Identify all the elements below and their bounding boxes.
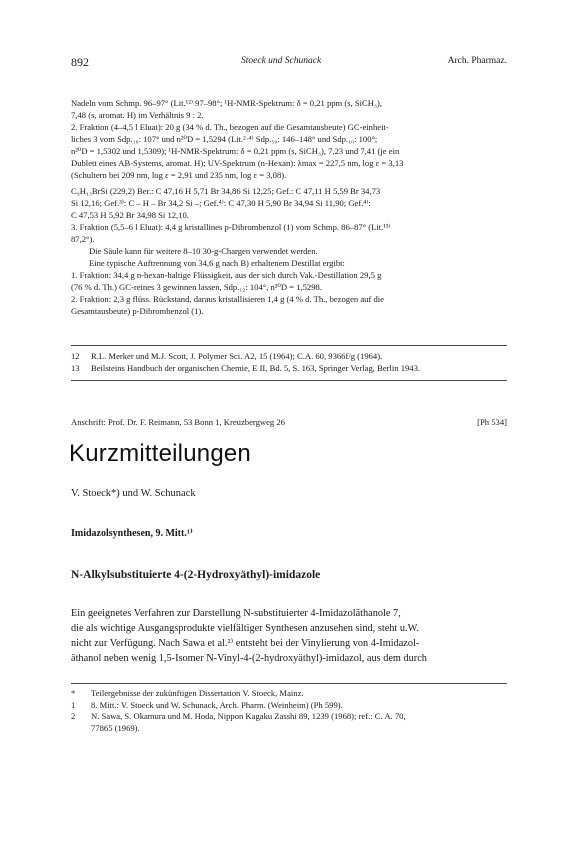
experimental-block bbox=[71, 97, 507, 317]
reference-list bbox=[71, 350, 507, 374]
text-line: Eine typische Auftrennung von 34,6 g nach B) erhaltenem Destillat ergibt: bbox=[89, 258, 345, 268]
article-body bbox=[71, 606, 507, 666]
footnote-continuation: 77865 (1969). bbox=[91, 722, 140, 733]
footnote-text: N. Sawa, S. Okamura und M. Hoda, Nippon Kagaku Zasshi 89, 1239 (1968); ref.: C. A. 70, bbox=[91, 711, 406, 721]
text-line: Dublett eines AB-Systems, aromat. H); UV-Spektrum (n-Hexan): λmax = 227,5 nm, log ε = 3,13 bbox=[71, 158, 404, 168]
footnote-marker: 2 bbox=[71, 711, 76, 721]
authors-line: V. Stoeck*) und W. Schunack bbox=[71, 488, 196, 499]
running-title: Stoeck und Schunack bbox=[241, 56, 322, 66]
text-line: n²⁰D = 1,5302 und 1,5309); ¹H-NMR-Spektrum: δ = 0,21 ppm (s, SiCH₃), 7,23 und 7,41 (je ein bbox=[71, 146, 400, 156]
body-line: die als wichtige Ausgangsprodukte vielfältiger Synthesen anzusehen sind, steht u.W. bbox=[71, 623, 419, 634]
address-divider bbox=[71, 380, 507, 381]
manuscript-code: [Ph 534] bbox=[477, 417, 507, 427]
text-line: (76 % d. Th.) GC-reines 3 gewinnen lassen, Sdp.₁₂: 104°, n²⁰D = 1,5298. bbox=[71, 282, 322, 292]
footnote-marker: 1 bbox=[71, 699, 76, 710]
reference-item bbox=[71, 362, 507, 374]
text-line: C 47,53 H 5,92 Br 34,98 Si 12,10. bbox=[71, 210, 189, 220]
page-number: 892 bbox=[71, 55, 89, 69]
text-line: 3. Fraktion (5,5–6 l Eluat): 4,4 g kristallines p-Dibrombenzol (1) vom Schmp. 86–87° (Lit.¹³⁾ bbox=[71, 222, 391, 232]
body-line: nicht zur Verfügung. Nach Sawa et al.²⁾ entsteht bei der Vinylierung von 4-Imidazol- bbox=[71, 638, 420, 649]
text-line: 2. Fraktion: 2,3 g flüss. Rückstand, daraus kristallisieren 1,4 g (4 % d. Th., bezogen auf die bbox=[71, 294, 384, 304]
text-line: Nadeln vom Schmp. 96–97° (Lit.¹²⁾ 97–98°; ¹H-NMR-Spektrum: δ = 0,21 ppm (s, SiCH₃), bbox=[71, 98, 382, 108]
running-header bbox=[71, 55, 507, 71]
text-line: C₉H₁₃BrSi (229,2) Ber.: C 47,16 H 5,71 Br 34,86 Si 12,25; Gef.: C 47,11 H 5,59 Br 34,73 bbox=[71, 186, 381, 196]
text-line: Si 12,16; Gef.³⁾: C – H – Br 34,2 Si –; Gef.⁴⁾: C 47,30 H 5,90 Br 34,94 Si 11,90; Gef.⁴⁾: bbox=[71, 198, 371, 208]
footnotes bbox=[71, 688, 507, 734]
reference-number: 12 bbox=[71, 351, 80, 361]
footnote-item bbox=[71, 711, 507, 723]
footnote-text: 8. Mitt.: V. Stoeck und W. Schunack, Arch. Pharm. (Weinheim) (Ph 599). bbox=[91, 699, 343, 710]
text-line: 1. Fraktion: 34,4 g n-hexan-haltige Flüssigkeit, aus der sich durch Vak.-Destillation 29,5 g bbox=[71, 270, 382, 280]
body-line: äthanol neben wenig 1,5-Isomer N-Vinyl-4-(2-hydroxyäthyl)-imidazol, aus dem durch bbox=[71, 653, 427, 664]
reference-number: 13 bbox=[71, 363, 80, 373]
reference-text: R.L. Merker und M.J. Scott, J. Polymer Sci. A2, 15 (1964); C.A. 60, 9366f/g (1964). bbox=[91, 351, 383, 361]
text-line: Gesamtausbeute) p-Dibrombenzol (1). bbox=[71, 306, 204, 316]
reference-text: Beilsteins Handbuch der organischen Chemie, E II, Bd. 5, S. 163, Springer Verlag, Berlin 1943. bbox=[91, 363, 421, 373]
text-line: 7,48 (s, aromat. H) im Verhältnis 9 : 2. bbox=[71, 110, 204, 120]
body-line: Ein geeignetes Verfahren zur Darstellung N-substituierter 4-Imidazoläthanole 7, bbox=[71, 608, 401, 619]
footnote-marker: * bbox=[71, 688, 76, 698]
text-line: 2. Fraktion (4–4,5 l Eluat): 20 g (34 % d. Th., bezogen auf die Gesamtausbeute) GC-einheit- bbox=[71, 122, 389, 132]
article-title: N-Alkylsubstituierte 4-(2-Hydroxyäthyl)-imidazole bbox=[71, 569, 321, 581]
footnote-item bbox=[71, 688, 507, 700]
section-heading: Kurzmitteilungen bbox=[69, 440, 251, 467]
references-divider bbox=[71, 345, 507, 346]
address-text: Anschrift: Prof. Dr. F. Reimann, 53 Bonn 1, Kreuzbergweg 26 bbox=[71, 417, 285, 427]
footnote-item bbox=[71, 700, 507, 712]
reference-item bbox=[71, 350, 507, 362]
text-line: Die Säule kann für weitere 8–10 30-g-Chargen verwendet werden. bbox=[89, 246, 318, 256]
text-line: liches 3 vom Sdp.₁₆: 107° und n²⁰D = 1,5294 (Lit.²·⁴⁾ Sdp.₅₀: 146–148° und Sdp.₁₀: 100°; bbox=[71, 134, 378, 144]
text-line: (Schultern bei 209 nm, log ε = 2,91 und 235 nm, log ε = 3,08). bbox=[71, 170, 287, 180]
journal-name: Arch. Pharmaz. bbox=[447, 56, 507, 66]
footnote-text: Teilergebnisse der zukünftigen Dissertation V. Stoeck, Mainz. bbox=[91, 688, 304, 698]
author-address bbox=[71, 417, 507, 427]
text-line: 87,2°). bbox=[71, 234, 95, 244]
series-title: Imidazolsynthesen, 9. Mitt.¹⁾ bbox=[71, 528, 193, 539]
footnote-divider bbox=[71, 683, 507, 684]
